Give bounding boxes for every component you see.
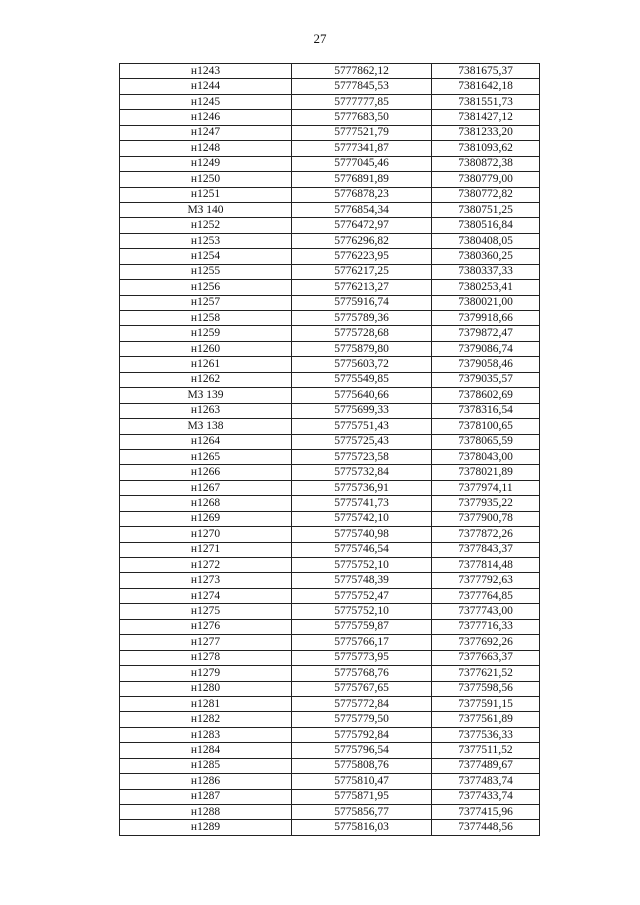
- table-row: [120, 542, 540, 557]
- coord-y-cell: 7377415,96: [432, 805, 540, 820]
- coord-y-cell: 7380253,41: [432, 280, 540, 295]
- point-name-cell: н1252: [120, 218, 292, 233]
- coord-x-cell: 5775816,03: [292, 820, 432, 835]
- coord-y-cell: 7380408,05: [432, 233, 540, 248]
- table-row: [120, 743, 540, 758]
- table-row: [120, 94, 540, 109]
- point-name-cell: н1251: [120, 187, 292, 202]
- coord-x-cell: 5775741,73: [292, 496, 432, 511]
- coord-x-cell: 5776472,97: [292, 218, 432, 233]
- point-name-cell: н1249: [120, 156, 292, 171]
- table-row: [120, 218, 540, 233]
- coord-y-cell: 7377489,67: [432, 758, 540, 773]
- coord-y-cell: 7377448,56: [432, 820, 540, 835]
- coord-x-cell: 5775752,10: [292, 558, 432, 573]
- point-name-cell: н1274: [120, 588, 292, 603]
- point-name-cell: н1264: [120, 434, 292, 449]
- coord-y-cell: 7377716,33: [432, 619, 540, 634]
- table-row: [120, 372, 540, 387]
- coord-y-cell: 7377872,26: [432, 527, 540, 542]
- point-name-cell: н1270: [120, 527, 292, 542]
- point-name-cell: н1281: [120, 696, 292, 711]
- table-row: [120, 774, 540, 789]
- coord-x-cell: 5775751,43: [292, 419, 432, 434]
- coord-x-cell: 5775766,17: [292, 635, 432, 650]
- coord-x-cell: 5775736,91: [292, 480, 432, 495]
- coord-y-cell: 7377663,37: [432, 650, 540, 665]
- point-name-cell: н1253: [120, 233, 292, 248]
- point-name-cell: н1279: [120, 666, 292, 681]
- coord-x-cell: 5776223,95: [292, 249, 432, 264]
- coord-y-cell: 7378316,54: [432, 403, 540, 418]
- point-name-cell: н1259: [120, 326, 292, 341]
- coord-x-cell: 5775779,50: [292, 712, 432, 727]
- point-name-cell: н1248: [120, 141, 292, 156]
- table-row: [120, 681, 540, 696]
- point-name-cell: н1246: [120, 110, 292, 125]
- coord-y-cell: 7380779,00: [432, 172, 540, 187]
- point-name-cell: н1256: [120, 280, 292, 295]
- coord-y-cell: 7377814,48: [432, 558, 540, 573]
- table-row: [120, 758, 540, 773]
- table-row: [120, 527, 540, 542]
- coord-y-cell: 7380516,84: [432, 218, 540, 233]
- point-name-cell: н1250: [120, 172, 292, 187]
- table-row: [120, 326, 540, 341]
- table-row: [120, 403, 540, 418]
- coord-y-cell: 7377591,15: [432, 696, 540, 711]
- coord-y-cell: 7377598,56: [432, 681, 540, 696]
- point-name-cell: н1266: [120, 465, 292, 480]
- coord-x-cell: 5775728,68: [292, 326, 432, 341]
- table-row: [120, 280, 540, 295]
- coord-x-cell: 5775789,36: [292, 311, 432, 326]
- coord-x-cell: 5775603,72: [292, 357, 432, 372]
- coord-x-cell: 5775732,84: [292, 465, 432, 480]
- point-name-cell: н1247: [120, 125, 292, 140]
- point-name-cell: н1284: [120, 743, 292, 758]
- coord-y-cell: 7381233,20: [432, 125, 540, 140]
- point-name-cell: н1267: [120, 480, 292, 495]
- coord-x-cell: 5775746,54: [292, 542, 432, 557]
- coord-y-cell: 7379872,47: [432, 326, 540, 341]
- point-name-cell: н1285: [120, 758, 292, 773]
- coord-y-cell: 7380872,38: [432, 156, 540, 171]
- table-row: [120, 650, 540, 665]
- coord-x-cell: 5775871,95: [292, 789, 432, 804]
- point-name-cell: н1245: [120, 94, 292, 109]
- point-name-cell: н1268: [120, 496, 292, 511]
- coord-y-cell: 7377792,63: [432, 573, 540, 588]
- table-row: [120, 696, 540, 711]
- coord-x-cell: 5775916,74: [292, 295, 432, 310]
- point-name-cell: н1275: [120, 604, 292, 619]
- point-name-cell: н1244: [120, 79, 292, 94]
- table-row: [120, 311, 540, 326]
- point-name-cell: н1271: [120, 542, 292, 557]
- table-row: [120, 820, 540, 835]
- coord-x-cell: 5777862,12: [292, 64, 432, 79]
- coord-y-cell: 7377561,89: [432, 712, 540, 727]
- table-row: [120, 805, 540, 820]
- table-row: [120, 341, 540, 356]
- coord-x-cell: 5775748,39: [292, 573, 432, 588]
- point-name-cell: н1276: [120, 619, 292, 634]
- coord-y-cell: 7377843,37: [432, 542, 540, 557]
- table-row: [120, 172, 540, 187]
- coordinates-table: [119, 63, 540, 836]
- coord-x-cell: 5775740,98: [292, 527, 432, 542]
- coord-x-cell: 5777521,79: [292, 125, 432, 140]
- table-row: [120, 233, 540, 248]
- point-name-cell: н1282: [120, 712, 292, 727]
- coord-y-cell: 7379086,74: [432, 341, 540, 356]
- table-row: [120, 573, 540, 588]
- coord-y-cell: 7379918,66: [432, 311, 540, 326]
- table-row: [120, 141, 540, 156]
- table-row: [120, 449, 540, 464]
- point-name-cell: н1258: [120, 311, 292, 326]
- table-row: [120, 511, 540, 526]
- coord-x-cell: 5775808,76: [292, 758, 432, 773]
- point-name-cell: н1272: [120, 558, 292, 573]
- point-name-cell: н1254: [120, 249, 292, 264]
- coord-y-cell: 7377483,74: [432, 774, 540, 789]
- point-name-cell: н1262: [120, 372, 292, 387]
- coord-x-cell: 5777045,46: [292, 156, 432, 171]
- table-row: [120, 666, 540, 681]
- point-name-cell: МЗ 138: [120, 419, 292, 434]
- table-row: [120, 419, 540, 434]
- coord-x-cell: 5775725,43: [292, 434, 432, 449]
- table-row: [120, 79, 540, 94]
- table-row: [120, 202, 540, 217]
- coord-y-cell: 7378043,00: [432, 449, 540, 464]
- point-name-cell: МЗ 139: [120, 388, 292, 403]
- point-name-cell: н1273: [120, 573, 292, 588]
- coord-x-cell: 5775810,47: [292, 774, 432, 789]
- point-name-cell: н1283: [120, 727, 292, 742]
- coord-x-cell: 5775723,58: [292, 449, 432, 464]
- point-name-cell: н1263: [120, 403, 292, 418]
- table-row: [120, 125, 540, 140]
- coord-y-cell: 7380772,82: [432, 187, 540, 202]
- table-row: [120, 465, 540, 480]
- coord-y-cell: 7377743,00: [432, 604, 540, 619]
- coord-y-cell: 7377433,74: [432, 789, 540, 804]
- coord-y-cell: 7377621,52: [432, 666, 540, 681]
- coord-y-cell: 7378100,65: [432, 419, 540, 434]
- coord-x-cell: 5776213,27: [292, 280, 432, 295]
- table-row: [120, 388, 540, 403]
- coord-y-cell: 7381642,18: [432, 79, 540, 94]
- point-name-cell: н1243: [120, 64, 292, 79]
- coord-x-cell: 5777683,50: [292, 110, 432, 125]
- coord-y-cell: 7379035,57: [432, 372, 540, 387]
- coord-y-cell: 7377692,26: [432, 635, 540, 650]
- table-row: [120, 434, 540, 449]
- coord-x-cell: 5775699,33: [292, 403, 432, 418]
- table-row: [120, 619, 540, 634]
- table-row: [120, 712, 540, 727]
- coord-x-cell: 5775549,85: [292, 372, 432, 387]
- coord-x-cell: 5775759,87: [292, 619, 432, 634]
- coord-y-cell: 7378602,69: [432, 388, 540, 403]
- coord-y-cell: 7380337,33: [432, 264, 540, 279]
- table-row: [120, 496, 540, 511]
- coord-y-cell: 7380021,00: [432, 295, 540, 310]
- coord-x-cell: 5775640,66: [292, 388, 432, 403]
- table-row: [120, 264, 540, 279]
- coord-y-cell: 7377974,11: [432, 480, 540, 495]
- coord-y-cell: 7377536,33: [432, 727, 540, 742]
- coord-y-cell: 7381427,12: [432, 110, 540, 125]
- table-row: [120, 64, 540, 79]
- coord-x-cell: 5776891,89: [292, 172, 432, 187]
- coord-y-cell: 7378065,59: [432, 434, 540, 449]
- table-row: [120, 727, 540, 742]
- point-name-cell: н1260: [120, 341, 292, 356]
- coord-y-cell: 7377764,85: [432, 588, 540, 603]
- coord-x-cell: 5775772,84: [292, 696, 432, 711]
- coord-x-cell: 5775742,10: [292, 511, 432, 526]
- coord-x-cell: 5775879,80: [292, 341, 432, 356]
- table-row: [120, 480, 540, 495]
- table-row: [120, 156, 540, 171]
- table-row: [120, 110, 540, 125]
- point-name-cell: н1289: [120, 820, 292, 835]
- coord-y-cell: 7379058,46: [432, 357, 540, 372]
- coord-y-cell: 7381551,73: [432, 94, 540, 109]
- point-name-cell: н1280: [120, 681, 292, 696]
- point-name-cell: н1265: [120, 449, 292, 464]
- table-row: [120, 187, 540, 202]
- coord-x-cell: 5776878,23: [292, 187, 432, 202]
- coord-x-cell: 5775752,10: [292, 604, 432, 619]
- coord-x-cell: 5775752,47: [292, 588, 432, 603]
- table-row: [120, 558, 540, 573]
- coord-y-cell: 7381093,62: [432, 141, 540, 156]
- table-row: [120, 249, 540, 264]
- coord-x-cell: 5777341,87: [292, 141, 432, 156]
- coord-x-cell: 5775796,54: [292, 743, 432, 758]
- coord-x-cell: 5776296,82: [292, 233, 432, 248]
- table-row: [120, 357, 540, 372]
- coord-x-cell: 5775767,65: [292, 681, 432, 696]
- point-name-cell: н1269: [120, 511, 292, 526]
- coord-x-cell: 5776854,34: [292, 202, 432, 217]
- coord-y-cell: 7380360,25: [432, 249, 540, 264]
- table-row: [120, 635, 540, 650]
- coord-x-cell: 5777845,53: [292, 79, 432, 94]
- coord-x-cell: 5777777,85: [292, 94, 432, 109]
- coord-y-cell: 7381675,37: [432, 64, 540, 79]
- table-row: [120, 295, 540, 310]
- coord-y-cell: 7377935,22: [432, 496, 540, 511]
- coord-y-cell: 7377900,78: [432, 511, 540, 526]
- coord-y-cell: 7377511,52: [432, 743, 540, 758]
- point-name-cell: н1288: [120, 805, 292, 820]
- point-name-cell: н1278: [120, 650, 292, 665]
- coord-x-cell: 5775773,95: [292, 650, 432, 665]
- coordinates-table-body: [120, 64, 540, 836]
- point-name-cell: н1286: [120, 774, 292, 789]
- coord-x-cell: 5775768,76: [292, 666, 432, 681]
- point-name-cell: н1277: [120, 635, 292, 650]
- point-name-cell: н1287: [120, 789, 292, 804]
- point-name-cell: н1257: [120, 295, 292, 310]
- coord-x-cell: 5776217,25: [292, 264, 432, 279]
- table-row: [120, 604, 540, 619]
- coord-y-cell: 7378021,89: [432, 465, 540, 480]
- point-name-cell: н1261: [120, 357, 292, 372]
- table-row: [120, 588, 540, 603]
- coord-y-cell: 7380751,25: [432, 202, 540, 217]
- coord-x-cell: 5775856,77: [292, 805, 432, 820]
- point-name-cell: МЗ 140: [120, 202, 292, 217]
- coord-x-cell: 5775792,84: [292, 727, 432, 742]
- table-row: [120, 789, 540, 804]
- page-number: 27: [313, 31, 327, 46]
- point-name-cell: н1255: [120, 264, 292, 279]
